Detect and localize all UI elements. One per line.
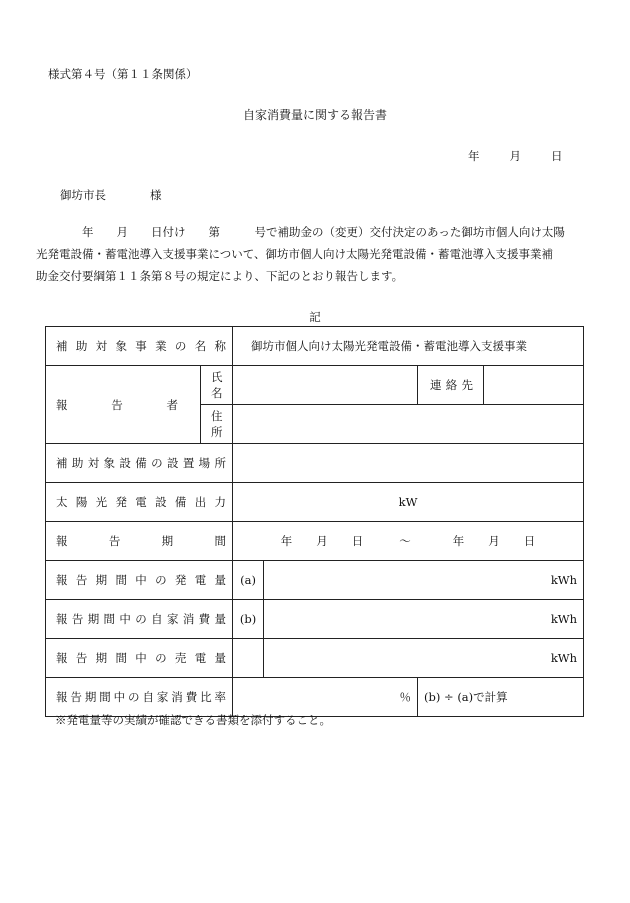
self-consumption-label: 報告期間中の自家消費量 bbox=[46, 600, 233, 639]
body-line-2: 光発電設備・蓄電池導入支援事業について、御坊市個人向け太陽光発電設備・蓄電池導入支援事業補 bbox=[36, 247, 554, 261]
period-to-month: 月 bbox=[488, 534, 500, 548]
addressee-honorific: 様 bbox=[150, 188, 162, 202]
body-paragraph bbox=[36, 221, 588, 287]
row-period bbox=[46, 522, 584, 561]
row-self-consumption bbox=[46, 600, 584, 639]
attachment-note: ※発電量等の実績が確認できる書類を添付すること。 bbox=[55, 713, 331, 727]
date-day-label: 日 bbox=[551, 149, 563, 163]
reporter-label: 報告者 bbox=[46, 366, 201, 444]
row-project-name bbox=[46, 327, 584, 366]
generation-label: 報告期間中の発電量 bbox=[46, 561, 233, 600]
ratio-label: 報告期間中の自家消費比率 bbox=[46, 678, 233, 717]
self-consumption-field[interactable] bbox=[388, 600, 584, 639]
report-table bbox=[45, 326, 584, 717]
output-field[interactable] bbox=[233, 483, 584, 522]
address-field[interactable] bbox=[233, 405, 584, 444]
location-label: 補助対象設備の設置場所 bbox=[46, 444, 233, 483]
self-consumption-mark: (b) bbox=[233, 600, 264, 638]
date-month-label: 月 bbox=[509, 149, 521, 163]
self-consumption-unit: kWh bbox=[550, 612, 578, 626]
output-unit: kW bbox=[398, 495, 418, 509]
period-separator: ～ bbox=[399, 534, 411, 548]
address-label: 住所 bbox=[201, 405, 233, 444]
generation-unit: kWh bbox=[550, 573, 578, 587]
row-sold bbox=[46, 639, 584, 678]
addressee-mayor: 御坊市長 bbox=[60, 188, 106, 202]
generation-field[interactable] bbox=[388, 561, 584, 600]
row-location bbox=[46, 444, 584, 483]
ratio-field[interactable] bbox=[233, 678, 418, 717]
name-field[interactable] bbox=[233, 366, 418, 405]
row-generation bbox=[46, 561, 584, 600]
output-label: 太陽光発電設備出力 bbox=[46, 483, 233, 522]
body-line-1: 年 月 日付け 第 号で補助金の（変更）交付決定のあった御坊市個人向け太陽 bbox=[82, 225, 565, 239]
contact-field[interactable] bbox=[484, 366, 584, 405]
sold-mark-cell bbox=[233, 639, 264, 677]
ratio-unit: ％ bbox=[399, 690, 412, 704]
row-output bbox=[46, 483, 584, 522]
date-year-label: 年 bbox=[468, 149, 480, 163]
body-line-3: 助金交付要綱第１１条第８号の規定により、下記のとおり報告します。 bbox=[36, 269, 404, 283]
period-field[interactable] bbox=[233, 522, 584, 561]
row-ratio bbox=[46, 678, 584, 717]
period-to-year: 年 bbox=[452, 534, 465, 548]
period-from-month: 月 bbox=[316, 534, 328, 548]
sold-field[interactable] bbox=[388, 639, 584, 678]
ratio-formula: (b) ÷ (a)で計算 bbox=[418, 678, 584, 717]
period-from-year: 年 bbox=[280, 534, 293, 548]
addressee bbox=[60, 187, 162, 203]
project-name-value: 御坊市個人向け太陽光発電設備・蓄電池導入支援事業 bbox=[233, 327, 584, 366]
row-reporter-name bbox=[46, 366, 584, 405]
generation-mark: (a) bbox=[233, 561, 264, 599]
period-label: 報告期間 bbox=[46, 522, 233, 561]
ki-heading: 記 bbox=[309, 310, 321, 324]
sold-label: 報告期間中の売電量 bbox=[46, 639, 233, 678]
form-number: 様式第４号（第１１条関係） bbox=[48, 67, 198, 81]
document-title: 自家消費量に関する報告書 bbox=[242, 108, 387, 122]
sold-unit: kWh bbox=[550, 651, 578, 665]
location-field[interactable] bbox=[233, 444, 584, 483]
report-date bbox=[468, 148, 563, 164]
period-from-day: 日 bbox=[351, 534, 364, 548]
name-label: 氏名 bbox=[201, 366, 233, 405]
project-name-label: 補助対象事業の名称 bbox=[46, 327, 233, 366]
contact-label: 連絡先 bbox=[418, 366, 484, 405]
period-to-day: 日 bbox=[523, 534, 536, 548]
